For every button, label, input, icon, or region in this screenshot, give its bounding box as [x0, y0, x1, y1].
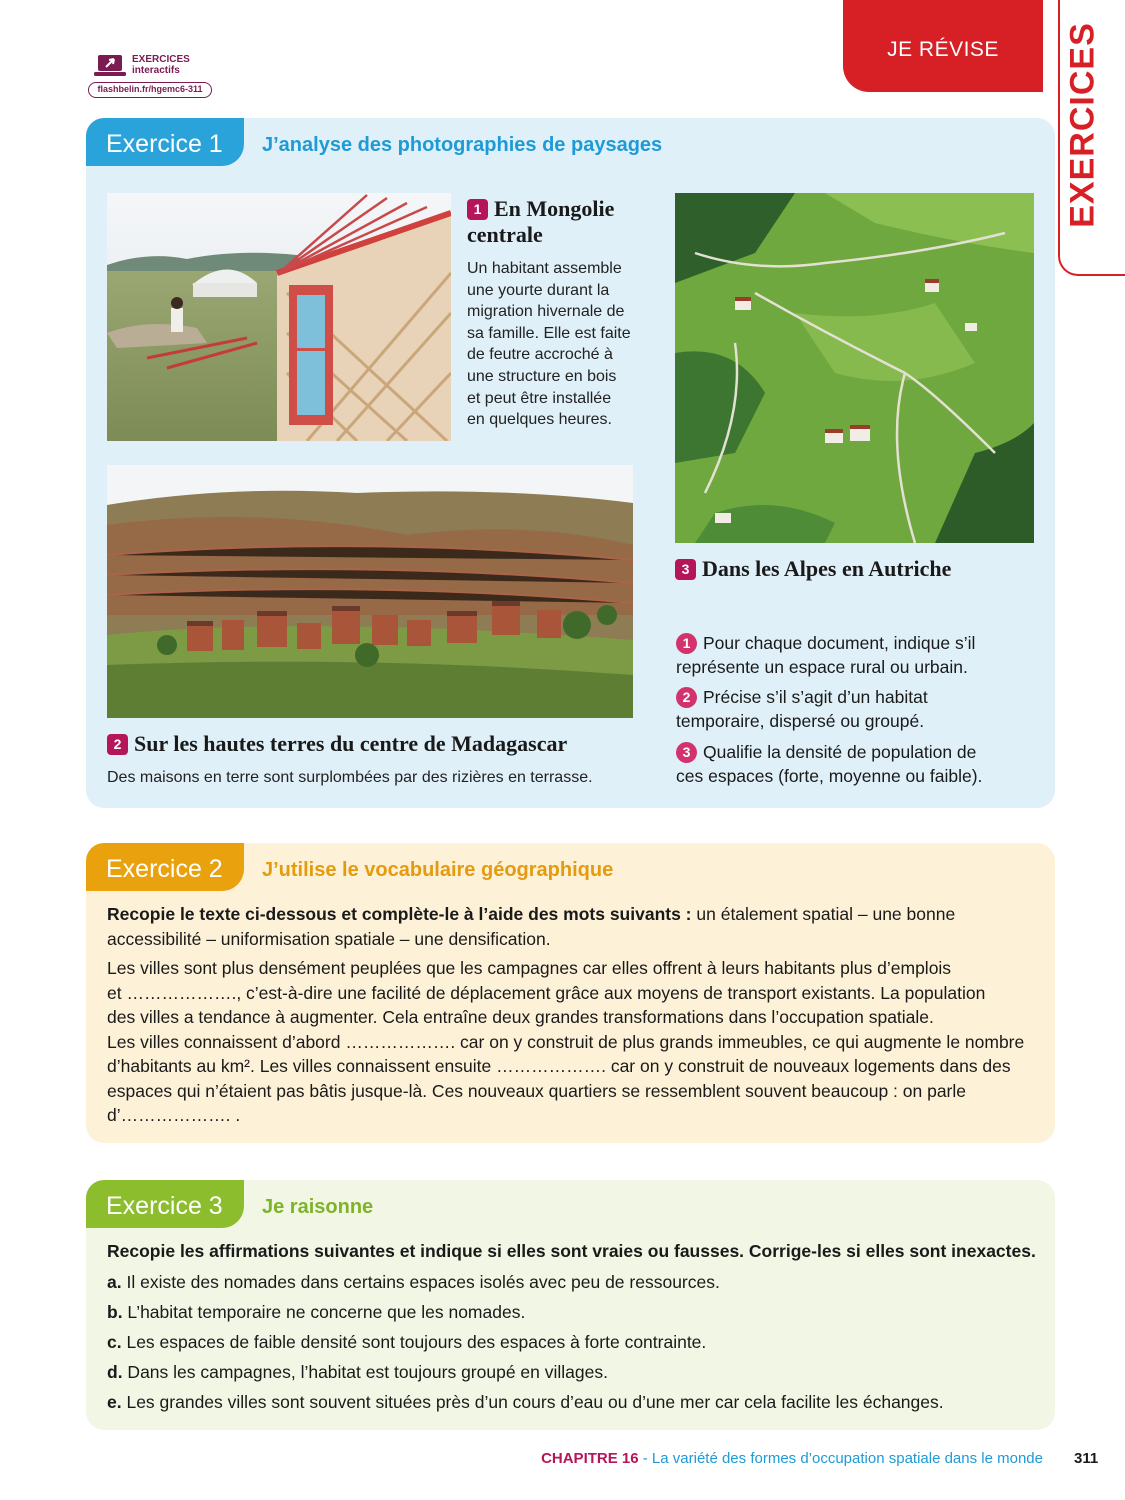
- je-revise-label: JE RÉVISE: [887, 38, 999, 61]
- exercise3-tab: Exercice 3: [86, 1180, 244, 1228]
- badge-link[interactable]: flashbelin.fr/hgemc6-311: [88, 82, 212, 98]
- exercise2-instruction: Recopie le texte ci-dessous et complète-le à l’aide des mots suivants : un étalement spatial – une bonne accessibilité – uniformisation spatiale – une densification.: [107, 904, 956, 949]
- laptop-icon: [94, 54, 126, 78]
- badge-line1: EXERCICES: [132, 54, 190, 65]
- exercise1-title: J’analyse des photographies de paysages: [262, 134, 663, 156]
- badge-line2: interactifs: [132, 65, 180, 76]
- doc2-title: 2 Sur les hautes terres du centre de Madagascar: [107, 731, 567, 757]
- exercise2-panel: [86, 843, 1055, 1143]
- page-number: 311: [1074, 1450, 1099, 1467]
- statement-b: b. L’habitat temporaire ne concerne que les nomades.: [107, 1302, 526, 1322]
- doc1-number: 1: [467, 199, 488, 220]
- doc2-caption: Des maisons en terre sont surplombées par des rizières en terrasse.: [107, 769, 593, 786]
- photo-madagascar-highlands: [107, 465, 633, 718]
- photo-austria-alps: [675, 193, 1034, 543]
- exercise2-text: Les villes sont plus densément peuplées que les campagnes car elles offrent à leurs habitants plus d’emplois et ………………., c’est-à-dire une facilité de déplacement grâce aux moyens de transport existants. La population des villes a tendance à augmenter. Cela entraîne deux grandes transformations dans l’occupation spatiale. Les villes connaissent d’abord ………………. car on y construit de plus grands immeubles, ce qui augmente le nombre d’habitants au km². Les villes connaissent ensuite ………………. car on y construit de nouveaux logements dans des espaces qui n’étaient pas bâtis jusque-là. Ces nouveaux quartiers se ressemblent souvent beaucoup : on parle d’………………. .: [107, 958, 1025, 1125]
- chapter-number: CHAPITRE 16: [541, 1450, 639, 1467]
- doc3-title: 3 Dans les Alpes en Autriche: [675, 556, 951, 582]
- exercise2-title: J’utilise le vocabulaire géographique: [262, 859, 614, 881]
- statement-a: a. Il existe des nomades dans certains espaces isolés avec peu de ressources.: [107, 1272, 720, 1292]
- exercise1-panel: [86, 118, 1055, 808]
- question-1: 1 Pour chaque document, indique s’il représente un espace rural ou urbain.: [676, 633, 976, 677]
- exercise2-tab: Exercice 2: [86, 843, 244, 891]
- doc2-number: 2: [107, 734, 128, 755]
- doc3-number: 3: [675, 559, 696, 580]
- statement-e: e. Les grandes villes sont souvent situées près d’un cours d’eau ou d’une mer car cela facilite les échanges.: [107, 1392, 944, 1412]
- je-revise-tab: [843, 0, 1043, 92]
- photo-mongolia-yurt: [107, 193, 451, 441]
- statement-c: c. Les espaces de faible densité sont toujours des espaces à forte contrainte.: [107, 1332, 707, 1352]
- question-3-number: 3: [676, 742, 697, 763]
- chapter-title: - La variété des formes d’occupation spatiale dans le monde: [638, 1450, 1043, 1467]
- interactive-exercises-badge[interactable]: [88, 52, 216, 100]
- exercise1-tab: Exercice 1: [86, 118, 244, 166]
- exercise3-panel: [86, 1180, 1055, 1430]
- question-2-number: 2: [676, 687, 697, 708]
- exercices-side-label: EXERCICES: [1063, 22, 1101, 228]
- exercise3-title: Je raisonne: [262, 1196, 374, 1218]
- chapter-footer: [541, 1450, 1043, 1467]
- doc1-caption: Un habitant assemble une yourte durant la migration hivernale de sa famille. Elle est faite de feutre accroché à une structure en bois et peut être installée en quelques heures.: [467, 260, 631, 429]
- question-2: 2 Précise s’il s’agit d’un habitat temporaire, dispersé ou groupé.: [676, 687, 928, 731]
- doc1-title: 1 En Mongolie centrale: [467, 196, 615, 247]
- exercise3-instruction: Recopie les affirmations suivantes et indique si elles sont vraies ou fausses. Corrige-les si elles sont inexactes.: [107, 1241, 1036, 1261]
- statement-d: d. Dans les campagnes, l’habitat est toujours groupé en villages.: [107, 1362, 608, 1382]
- question-3: 3 Qualifie la densité de population de ces espaces (forte, moyenne ou faible).: [676, 742, 983, 786]
- question-1-number: 1: [676, 633, 697, 654]
